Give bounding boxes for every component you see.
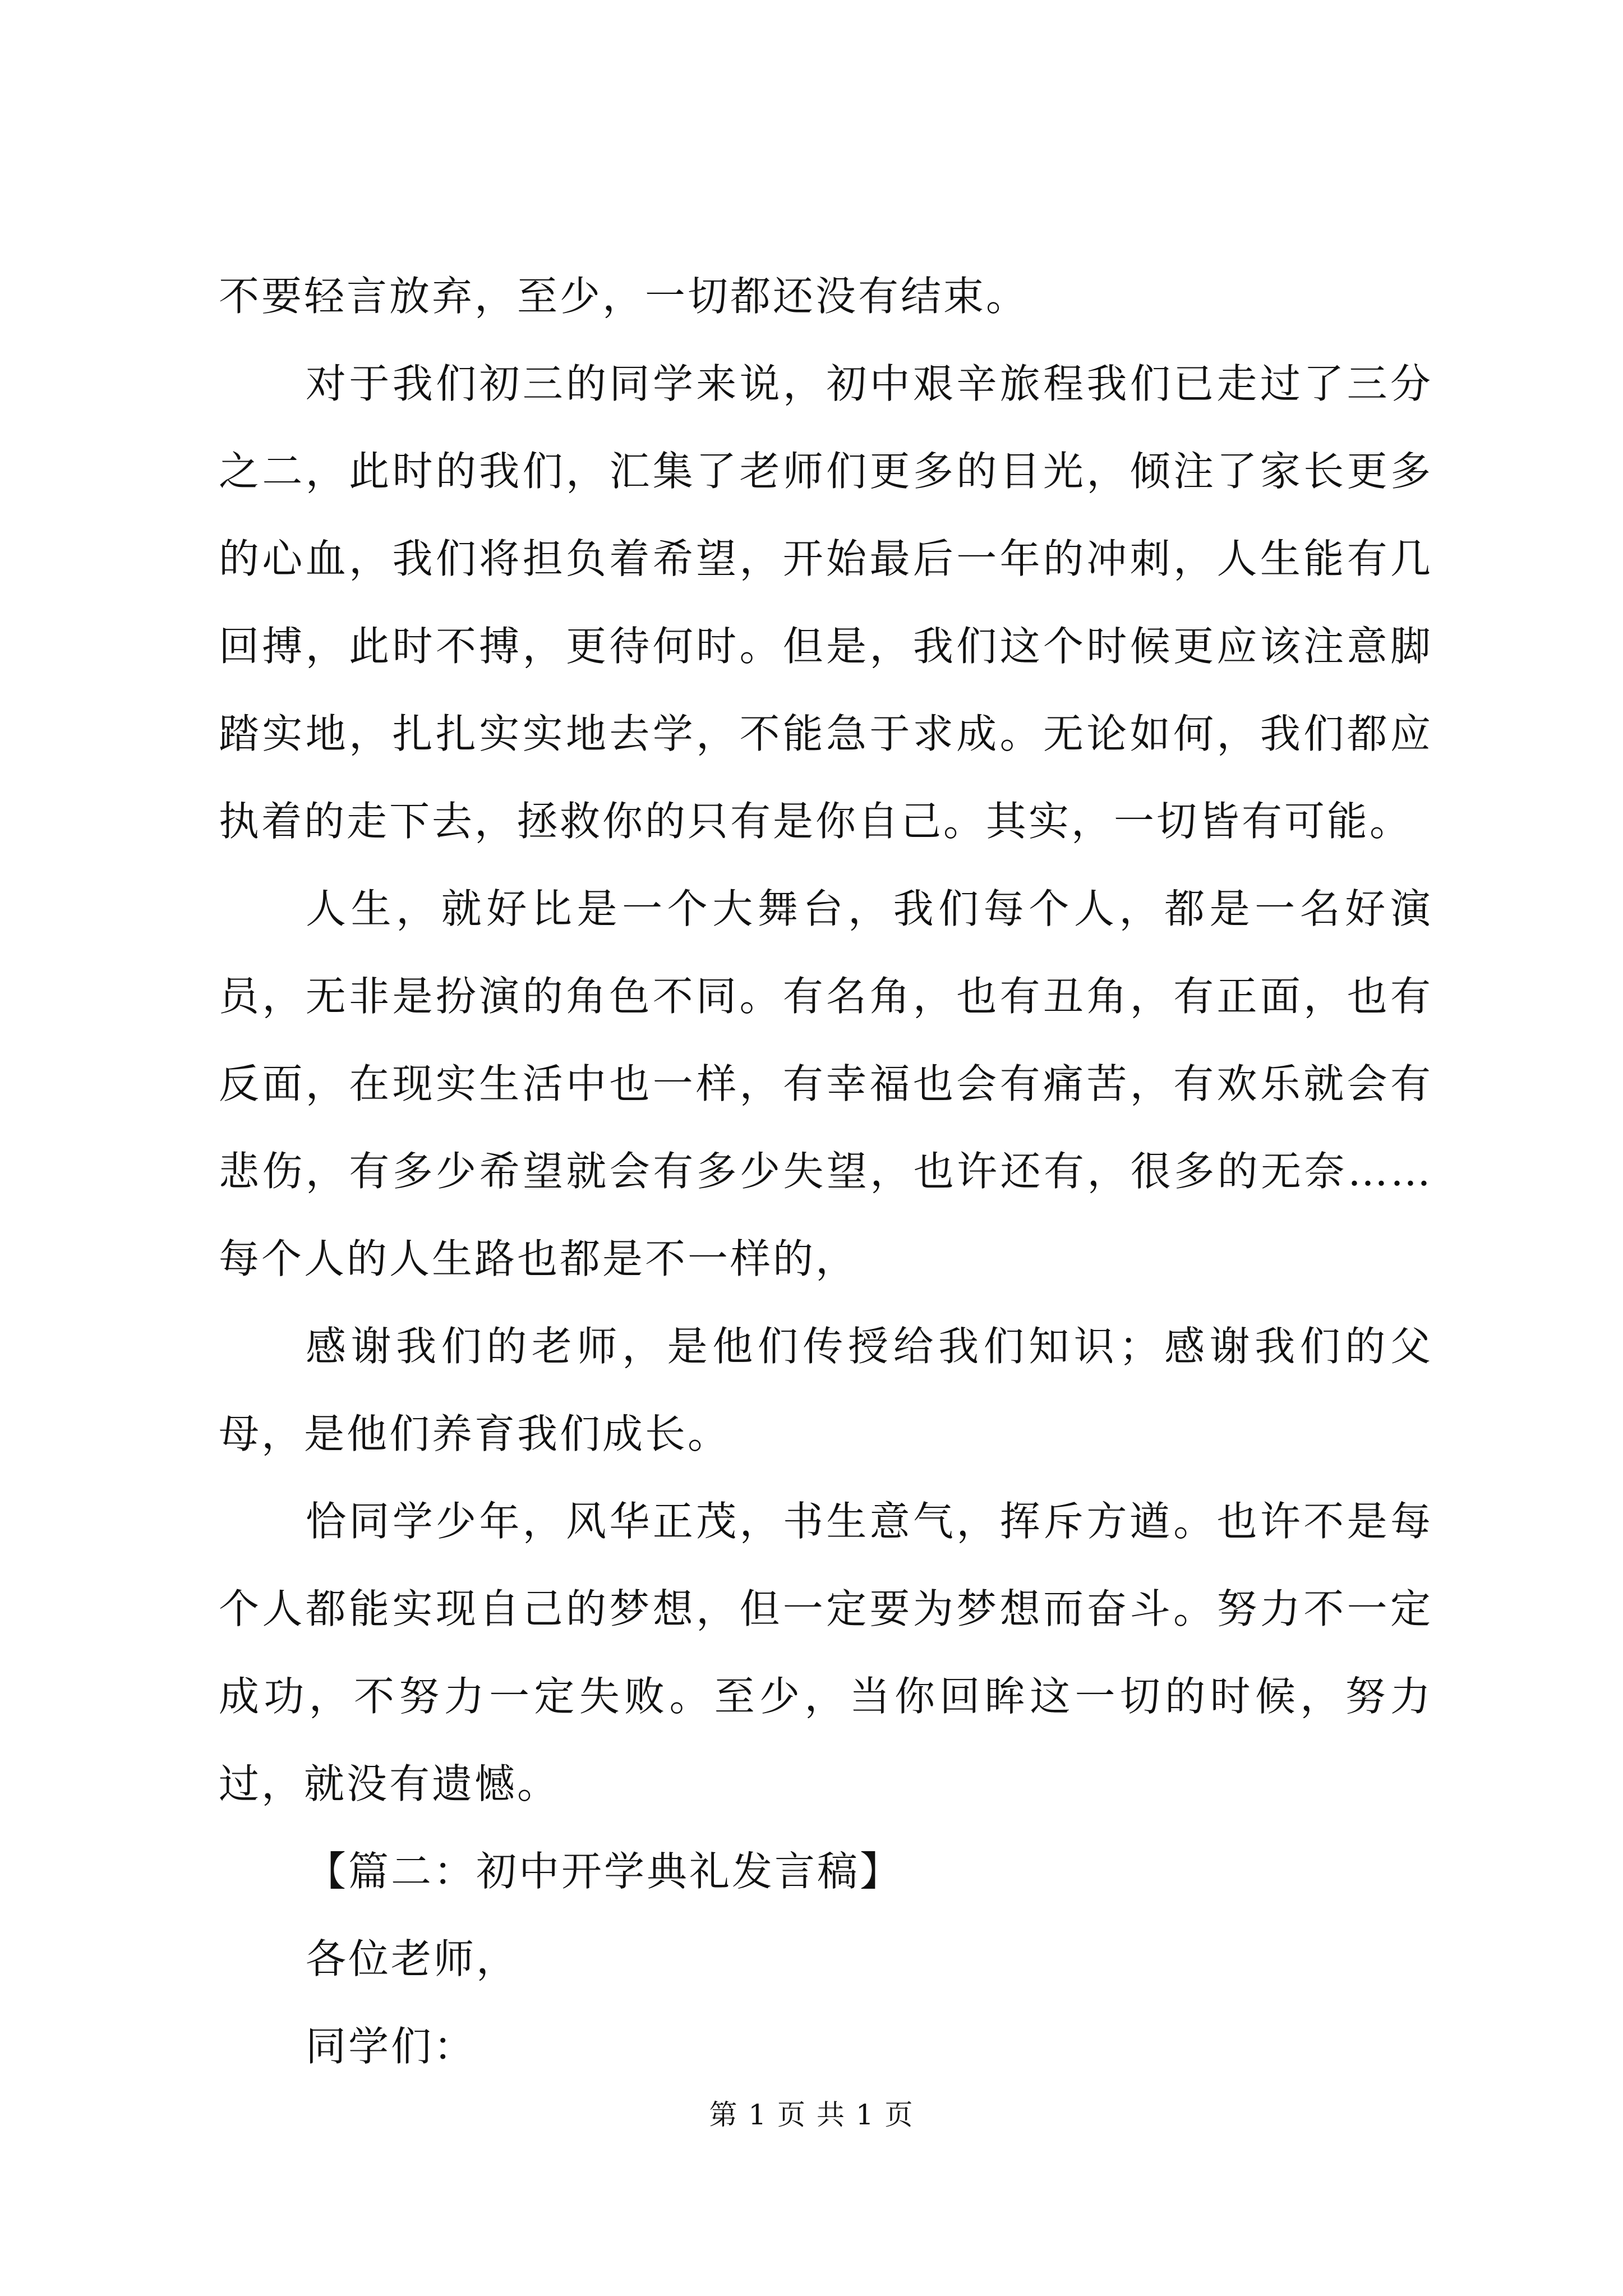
paragraph-continuation: 不要轻言放弃，至少，一切都还没有结束。 (219, 273, 1029, 320)
paragraph-grade-three: 对于我们初三的同学来说，初中艰辛旅程我们已走过了三分之二，此时的我们，汇集了老师们更多的目光，倾注了家长更多的心血，我们将担负着希望，开始最后一年的冲刺，人生能有几回搏，此时不搏，更待何时。但是，我们这个时候更应该注意脚踏实地，扎扎实实地去学，不能急于求成。无论如何，我们都应执着的走下去，拯救你的只有是你自己。其实，一切皆有可能。 (219, 360, 1433, 845)
salutation-teachers: 各位老师， (306, 1935, 519, 1982)
paragraph-life-stage: 人生，就好比是一个大舞台，我们每个人，都是一名好演员，无非是扮演的角色不同。有名角，也有丑角，有正面，也有反面，在现实生活中也一样，有幸福也会有痛苦，有欢乐就会有悲伤，有多少希望就会有多少失望，也许还有，很多的无奈……每个人的人生路也都是不一样的， (219, 885, 1433, 1282)
page-number-footer: 第 1 页 共 1 页 (709, 2099, 914, 2131)
paragraph-thanks: 感谢我们的老师，是他们传授给我们知识；感谢我们的父母，是他们养育我们成长。 (219, 1323, 1433, 1457)
section-heading: 【篇二：初中开学典礼发言稿】 (306, 1848, 903, 1895)
paragraph-youth: 恰同学少年，风华正茂，书生意气，挥斥方遒。也许不是每个人都能实现自己的梦想，但一定要为梦想而奋斗。努力不一定成功，不努力一定失败。至少，当你回眸这一切的时候，努力过，就没有遗憾。 (219, 1498, 1433, 1807)
salutation-students: 同学们： (306, 2023, 477, 2070)
document-body (219, 252, 1433, 2090)
